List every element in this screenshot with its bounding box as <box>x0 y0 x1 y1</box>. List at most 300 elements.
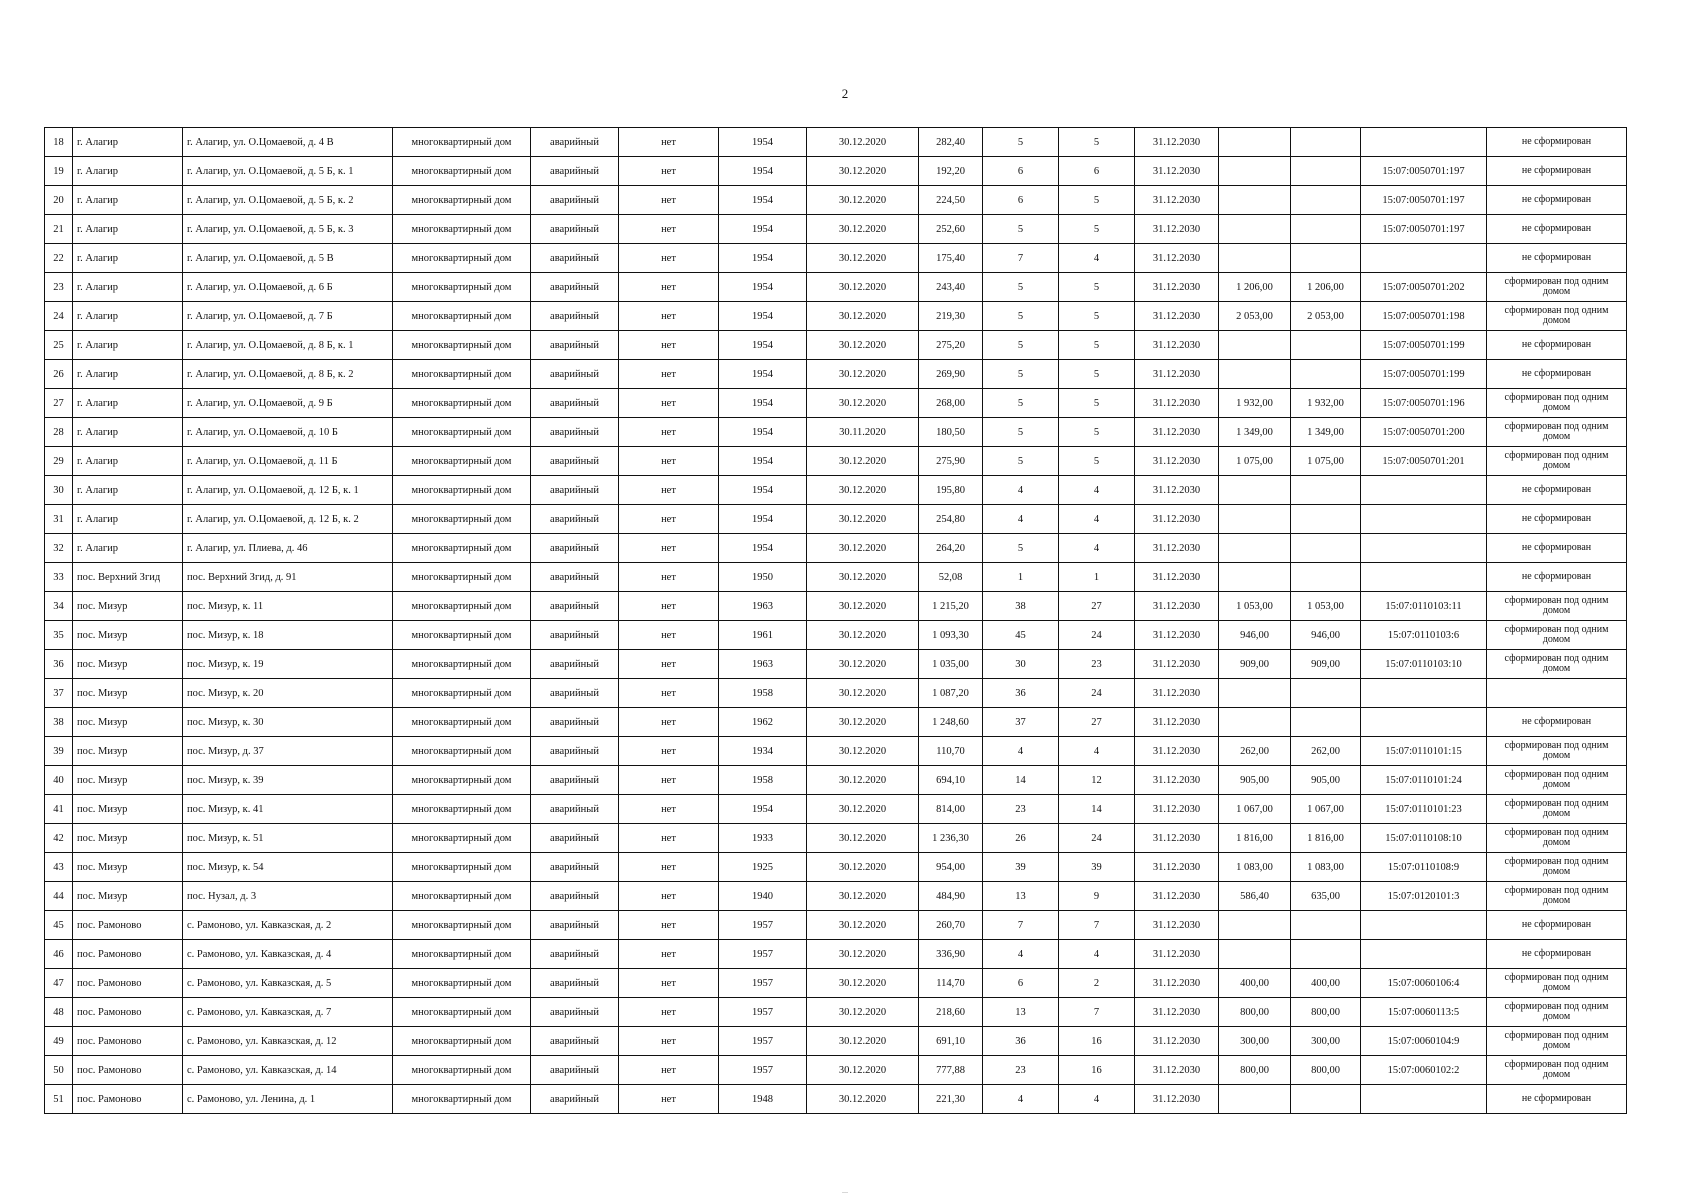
table-row <box>45 1085 1627 1114</box>
cell-relocation-deadline: 31.12.2030 <box>1135 389 1219 418</box>
cell-emergency-flag: нет <box>619 824 719 853</box>
cell-year-built: 1957 <box>719 940 807 969</box>
cell-year-built: 1957 <box>719 1027 807 1056</box>
cell-land-area <box>1219 534 1291 563</box>
cell-relocation-deadline: 31.12.2030 <box>1135 331 1219 360</box>
cell-land-status <box>1487 679 1627 708</box>
cell-land-status: сформирован под одним домом <box>1487 1027 1627 1056</box>
cell-apartments: 24 <box>1059 824 1135 853</box>
cell-recognition-date: 30.12.2020 <box>807 563 919 592</box>
cell-land-area-cadastral <box>1291 940 1361 969</box>
cell-condition: аварийный <box>531 592 619 621</box>
cell-land-area: 1 083,00 <box>1219 853 1291 882</box>
cell-land-area: 1 816,00 <box>1219 824 1291 853</box>
table-row <box>45 563 1627 592</box>
cell-recognition-date: 30.12.2020 <box>807 795 919 824</box>
cell-year-built: 1954 <box>719 795 807 824</box>
cell-emergency-flag: нет <box>619 621 719 650</box>
cell-residents: 6 <box>983 969 1059 998</box>
cell-apartments: 5 <box>1059 447 1135 476</box>
cell-emergency-flag: нет <box>619 1027 719 1056</box>
cell-area: 1 236,30 <box>919 824 983 853</box>
cell-settlement: пос. Мизур <box>73 737 183 766</box>
cell-emergency-flag: нет <box>619 592 719 621</box>
cell-condition: аварийный <box>531 882 619 911</box>
cell-building-type: многоквартирный дом <box>393 969 531 998</box>
cell-land-status: сформирован под одним домом <box>1487 592 1627 621</box>
cell-land-area-cadastral: 800,00 <box>1291 1056 1361 1085</box>
cell-cadastral-number: 15:07:0110103:10 <box>1361 650 1487 679</box>
cell-apartments: 24 <box>1059 679 1135 708</box>
table-row <box>45 1056 1627 1085</box>
page-number: 2 <box>841 86 849 101</box>
cell-land-area-cadastral <box>1291 505 1361 534</box>
cell-area: 1 215,20 <box>919 592 983 621</box>
cell-emergency-flag: нет <box>619 911 719 940</box>
cell-land-status: сформирован под одним домом <box>1487 1056 1627 1085</box>
cell-apartments: 12 <box>1059 766 1135 795</box>
cell-area: 180,50 <box>919 418 983 447</box>
cell-cadastral-number: 15:07:0050701:197 <box>1361 186 1487 215</box>
table-row <box>45 650 1627 679</box>
cell-residents: 37 <box>983 708 1059 737</box>
cell-settlement: пос. Рамоново <box>73 1085 183 1114</box>
table-row <box>45 244 1627 273</box>
cell-year-built: 1934 <box>719 737 807 766</box>
cell-building-type: многоквартирный дом <box>393 418 531 447</box>
cell-row-number: 35 <box>45 621 73 650</box>
cell-condition: аварийный <box>531 128 619 157</box>
cell-building-type: многоквартирный дом <box>393 940 531 969</box>
cell-recognition-date: 30.12.2020 <box>807 476 919 505</box>
cell-apartments: 27 <box>1059 708 1135 737</box>
cell-land-area-cadastral: 1 932,00 <box>1291 389 1361 418</box>
cell-emergency-flag: нет <box>619 215 719 244</box>
cell-relocation-deadline: 31.12.2030 <box>1135 273 1219 302</box>
cell-land-area-cadastral: 1 206,00 <box>1291 273 1361 302</box>
cell-emergency-flag: нет <box>619 534 719 563</box>
table-row <box>45 331 1627 360</box>
cell-cadastral-number <box>1361 940 1487 969</box>
cell-year-built: 1954 <box>719 447 807 476</box>
cell-building-type: многоквартирный дом <box>393 1056 531 1085</box>
cell-land-area <box>1219 331 1291 360</box>
table-row <box>45 128 1627 157</box>
cell-row-number: 49 <box>45 1027 73 1056</box>
cell-cadastral-number: 15:07:0110103:6 <box>1361 621 1487 650</box>
cell-relocation-deadline: 31.12.2030 <box>1135 882 1219 911</box>
cell-address: пос. Мизур, к. 19 <box>183 650 393 679</box>
cell-building-type: многоквартирный дом <box>393 592 531 621</box>
cell-row-number: 32 <box>45 534 73 563</box>
cell-building-type: многоквартирный дом <box>393 1027 531 1056</box>
cell-building-type: многоквартирный дом <box>393 563 531 592</box>
cell-residents: 26 <box>983 824 1059 853</box>
cell-land-status: не сформирован <box>1487 1085 1627 1114</box>
cell-relocation-deadline: 31.12.2030 <box>1135 1056 1219 1085</box>
cell-emergency-flag: нет <box>619 882 719 911</box>
table-row <box>45 273 1627 302</box>
cell-building-type: многоквартирный дом <box>393 650 531 679</box>
cell-emergency-flag: нет <box>619 998 719 1027</box>
cell-year-built: 1954 <box>719 476 807 505</box>
table-row <box>45 853 1627 882</box>
cell-land-area: 800,00 <box>1219 998 1291 1027</box>
cell-relocation-deadline: 31.12.2030 <box>1135 998 1219 1027</box>
cell-land-area: 1 067,00 <box>1219 795 1291 824</box>
cell-land-area-cadastral: 800,00 <box>1291 998 1361 1027</box>
cell-land-area-cadastral: 1 816,00 <box>1291 824 1361 853</box>
cell-land-area-cadastral <box>1291 534 1361 563</box>
table-row <box>45 505 1627 534</box>
cell-apartments: 5 <box>1059 186 1135 215</box>
cell-year-built: 1950 <box>719 563 807 592</box>
cell-area: 219,30 <box>919 302 983 331</box>
cell-residents: 36 <box>983 1027 1059 1056</box>
cell-land-area: 400,00 <box>1219 969 1291 998</box>
cell-land-status: сформирован под одним домом <box>1487 853 1627 882</box>
cell-area: 777,88 <box>919 1056 983 1085</box>
table-row <box>45 592 1627 621</box>
cell-recognition-date: 30.12.2020 <box>807 1085 919 1114</box>
footer-mark: ... <box>842 1186 848 1195</box>
cell-apartments: 5 <box>1059 128 1135 157</box>
cell-land-area <box>1219 128 1291 157</box>
cell-area: 218,60 <box>919 998 983 1027</box>
cell-recognition-date: 30.12.2020 <box>807 650 919 679</box>
cell-condition: аварийный <box>531 186 619 215</box>
cell-cadastral-number: 15:07:0050701:199 <box>1361 360 1487 389</box>
cell-land-area-cadastral <box>1291 360 1361 389</box>
cell-land-area-cadastral: 1 053,00 <box>1291 592 1361 621</box>
cell-recognition-date: 30.12.2020 <box>807 273 919 302</box>
cell-settlement: г. Алагир <box>73 157 183 186</box>
cell-settlement: г. Алагир <box>73 476 183 505</box>
cell-address: с. Рамоново, ул. Кавказская, д. 14 <box>183 1056 393 1085</box>
cell-land-area: 1 075,00 <box>1219 447 1291 476</box>
cell-residents: 39 <box>983 853 1059 882</box>
cell-cadastral-number: 15:07:0110101:24 <box>1361 766 1487 795</box>
cell-relocation-deadline: 31.12.2030 <box>1135 418 1219 447</box>
cell-row-number: 27 <box>45 389 73 418</box>
cell-address: г. Алагир, ул. О.Цомаевой, д. 11 Б <box>183 447 393 476</box>
table-row <box>45 447 1627 476</box>
cell-year-built: 1957 <box>719 998 807 1027</box>
cell-residents: 38 <box>983 592 1059 621</box>
cell-apartments: 4 <box>1059 476 1135 505</box>
cell-land-area-cadastral: 1 083,00 <box>1291 853 1361 882</box>
cell-cadastral-number: 15:07:0110108:10 <box>1361 824 1487 853</box>
cell-land-status: не сформирован <box>1487 534 1627 563</box>
cell-settlement: пос. Верхний Згид <box>73 563 183 592</box>
cell-address: пос. Верхний Згид, д. 91 <box>183 563 393 592</box>
cell-row-number: 28 <box>45 418 73 447</box>
cell-area: 1 248,60 <box>919 708 983 737</box>
table-row <box>45 911 1627 940</box>
table-row <box>45 824 1627 853</box>
cell-apartments: 39 <box>1059 853 1135 882</box>
cell-year-built: 1954 <box>719 505 807 534</box>
cell-land-status: сформирован под одним домом <box>1487 795 1627 824</box>
cell-area: 52,08 <box>919 563 983 592</box>
cell-recognition-date: 30.12.2020 <box>807 911 919 940</box>
cell-settlement: пос. Рамоново <box>73 911 183 940</box>
cell-building-type: многоквартирный дом <box>393 708 531 737</box>
cell-apartments: 14 <box>1059 795 1135 824</box>
cell-recognition-date: 30.12.2020 <box>807 766 919 795</box>
cell-cadastral-number <box>1361 1085 1487 1114</box>
cell-land-area <box>1219 505 1291 534</box>
table-row <box>45 1027 1627 1056</box>
cell-cadastral-number: 15:07:0110101:23 <box>1361 795 1487 824</box>
cell-apartments: 5 <box>1059 331 1135 360</box>
cell-year-built: 1961 <box>719 621 807 650</box>
cell-address: с. Рамоново, ул. Кавказская, д. 2 <box>183 911 393 940</box>
cell-apartments: 5 <box>1059 273 1135 302</box>
cell-recognition-date: 30.12.2020 <box>807 853 919 882</box>
cell-cadastral-number: 15:07:0050701:197 <box>1361 215 1487 244</box>
cell-area: 268,00 <box>919 389 983 418</box>
cell-residents: 5 <box>983 273 1059 302</box>
cell-land-status: не сформирован <box>1487 186 1627 215</box>
cell-address: г. Алагир, ул. О.Цомаевой, д. 5 Б, к. 3 <box>183 215 393 244</box>
cell-condition: аварийный <box>531 1027 619 1056</box>
cell-area: 1 087,20 <box>919 679 983 708</box>
cell-relocation-deadline: 31.12.2030 <box>1135 911 1219 940</box>
cell-land-area: 300,00 <box>1219 1027 1291 1056</box>
cell-address: пос. Мизур, к. 54 <box>183 853 393 882</box>
cell-settlement: пос. Рамоново <box>73 1056 183 1085</box>
cell-condition: аварийный <box>531 1056 619 1085</box>
cell-building-type: многоквартирный дом <box>393 1085 531 1114</box>
cell-settlement: г. Алагир <box>73 447 183 476</box>
cell-emergency-flag: нет <box>619 476 719 505</box>
cell-land-area <box>1219 360 1291 389</box>
cell-apartments: 4 <box>1059 940 1135 969</box>
cell-area: 260,70 <box>919 911 983 940</box>
cell-recognition-date: 30.12.2020 <box>807 331 919 360</box>
cell-land-status: сформирован под одним домом <box>1487 447 1627 476</box>
registry-body <box>45 128 1627 1114</box>
cell-land-status: сформирован под одним домом <box>1487 824 1627 853</box>
cell-address: пос. Мизур, д. 37 <box>183 737 393 766</box>
cell-land-area-cadastral: 946,00 <box>1291 621 1361 650</box>
cell-settlement: г. Алагир <box>73 331 183 360</box>
cell-settlement: пос. Рамоново <box>73 1027 183 1056</box>
cell-building-type: многоквартирный дом <box>393 157 531 186</box>
cell-building-type: многоквартирный дом <box>393 389 531 418</box>
cell-address: г. Алагир, ул. О.Цомаевой, д. 8 Б, к. 1 <box>183 331 393 360</box>
cell-emergency-flag: нет <box>619 1085 719 1114</box>
cell-land-area: 800,00 <box>1219 1056 1291 1085</box>
cell-settlement: г. Алагир <box>73 360 183 389</box>
cell-building-type: многоквартирный дом <box>393 766 531 795</box>
cell-building-type: многоквартирный дом <box>393 273 531 302</box>
cell-area: 275,20 <box>919 331 983 360</box>
cell-apartments: 5 <box>1059 360 1135 389</box>
cell-area: 192,20 <box>919 157 983 186</box>
cell-row-number: 33 <box>45 563 73 592</box>
cell-condition: аварийный <box>531 650 619 679</box>
cell-land-status: не сформирован <box>1487 940 1627 969</box>
cell-cadastral-number: 15:07:0110103:11 <box>1361 592 1487 621</box>
cell-apartments: 27 <box>1059 592 1135 621</box>
cell-settlement: пос. Мизур <box>73 882 183 911</box>
cell-emergency-flag: нет <box>619 331 719 360</box>
cell-condition: аварийный <box>531 853 619 882</box>
cell-emergency-flag: нет <box>619 157 719 186</box>
table-row <box>45 157 1627 186</box>
table-row <box>45 360 1627 389</box>
cell-address: г. Алагир, ул. О.Цомаевой, д. 9 Б <box>183 389 393 418</box>
cell-year-built: 1957 <box>719 969 807 998</box>
cell-cadastral-number <box>1361 128 1487 157</box>
cell-row-number: 41 <box>45 795 73 824</box>
cell-residents: 5 <box>983 331 1059 360</box>
cell-row-number: 29 <box>45 447 73 476</box>
cell-cadastral-number <box>1361 708 1487 737</box>
cell-settlement: пос. Рамоново <box>73 998 183 1027</box>
cell-land-area-cadastral <box>1291 128 1361 157</box>
cell-apartments: 5 <box>1059 418 1135 447</box>
cell-land-area-cadastral: 400,00 <box>1291 969 1361 998</box>
cell-condition: аварийный <box>531 708 619 737</box>
cell-settlement: г. Алагир <box>73 128 183 157</box>
cell-year-built: 1954 <box>719 418 807 447</box>
cell-building-type: многоквартирный дом <box>393 911 531 940</box>
cell-residents: 5 <box>983 447 1059 476</box>
cell-land-area <box>1219 1085 1291 1114</box>
cell-cadastral-number: 15:07:0050701:200 <box>1361 418 1487 447</box>
cell-building-type: многоквартирный дом <box>393 244 531 273</box>
cell-relocation-deadline: 31.12.2030 <box>1135 621 1219 650</box>
cell-residents: 14 <box>983 766 1059 795</box>
cell-condition: аварийный <box>531 244 619 273</box>
cell-condition: аварийный <box>531 824 619 853</box>
cell-settlement: пос. Мизур <box>73 795 183 824</box>
table-row <box>45 766 1627 795</box>
cell-area: 252,60 <box>919 215 983 244</box>
cell-land-area: 1 349,00 <box>1219 418 1291 447</box>
cell-relocation-deadline: 31.12.2030 <box>1135 969 1219 998</box>
cell-condition: аварийный <box>531 737 619 766</box>
cell-relocation-deadline: 31.12.2030 <box>1135 476 1219 505</box>
cell-building-type: многоквартирный дом <box>393 534 531 563</box>
cell-year-built: 1962 <box>719 708 807 737</box>
cell-row-number: 38 <box>45 708 73 737</box>
cell-relocation-deadline: 31.12.2030 <box>1135 186 1219 215</box>
cell-year-built: 1954 <box>719 186 807 215</box>
cell-year-built: 1954 <box>719 331 807 360</box>
cell-recognition-date: 30.12.2020 <box>807 360 919 389</box>
cell-cadastral-number: 15:07:0060113:5 <box>1361 998 1487 1027</box>
cell-row-number: 31 <box>45 505 73 534</box>
cell-land-area <box>1219 940 1291 969</box>
cell-settlement: пос. Мизур <box>73 592 183 621</box>
cell-land-status: не сформирован <box>1487 128 1627 157</box>
cell-address: г. Алагир, ул. О.Цомаевой, д. 4 В <box>183 128 393 157</box>
cell-area: 175,40 <box>919 244 983 273</box>
cell-recognition-date: 30.12.2020 <box>807 534 919 563</box>
cell-condition: аварийный <box>531 447 619 476</box>
cell-land-area <box>1219 215 1291 244</box>
cell-land-area-cadastral <box>1291 708 1361 737</box>
cell-apartments: 7 <box>1059 998 1135 1027</box>
cell-address: пос. Мизур, к. 30 <box>183 708 393 737</box>
cell-relocation-deadline: 31.12.2030 <box>1135 679 1219 708</box>
cell-settlement: пос. Рамоново <box>73 940 183 969</box>
cell-settlement: г. Алагир <box>73 534 183 563</box>
cell-land-area-cadastral: 262,00 <box>1291 737 1361 766</box>
cell-cadastral-number: 15:07:0110101:15 <box>1361 737 1487 766</box>
cell-land-area <box>1219 186 1291 215</box>
cell-relocation-deadline: 31.12.2030 <box>1135 824 1219 853</box>
cell-emergency-flag: нет <box>619 737 719 766</box>
cell-address: г. Алагир, ул. О.Цомаевой, д. 7 Б <box>183 302 393 331</box>
cell-cadastral-number: 15:07:0050701:201 <box>1361 447 1487 476</box>
cell-residents: 45 <box>983 621 1059 650</box>
cell-address: г. Алагир, ул. О.Цомаевой, д. 12 Б, к. 2 <box>183 505 393 534</box>
cell-relocation-deadline: 31.12.2030 <box>1135 592 1219 621</box>
cell-area: 269,90 <box>919 360 983 389</box>
cell-condition: аварийный <box>531 766 619 795</box>
cell-land-area <box>1219 679 1291 708</box>
cell-land-status: не сформирован <box>1487 505 1627 534</box>
cell-year-built: 1963 <box>719 650 807 679</box>
cell-row-number: 51 <box>45 1085 73 1114</box>
cell-land-status: сформирован под одним домом <box>1487 882 1627 911</box>
cell-relocation-deadline: 31.12.2030 <box>1135 766 1219 795</box>
cell-settlement: пос. Мизур <box>73 621 183 650</box>
cell-year-built: 1963 <box>719 592 807 621</box>
table-row <box>45 534 1627 563</box>
cell-land-area-cadastral <box>1291 563 1361 592</box>
cell-residents: 13 <box>983 998 1059 1027</box>
cell-land-status: сформирован под одним домом <box>1487 302 1627 331</box>
cell-relocation-deadline: 31.12.2030 <box>1135 157 1219 186</box>
cell-residents: 5 <box>983 360 1059 389</box>
cell-land-area-cadastral <box>1291 331 1361 360</box>
cell-area: 691,10 <box>919 1027 983 1056</box>
cell-building-type: многоквартирный дом <box>393 679 531 708</box>
cell-residents: 5 <box>983 215 1059 244</box>
cell-address: с. Рамоново, ул. Кавказская, д. 12 <box>183 1027 393 1056</box>
cell-address: с. Рамоново, ул. Ленина, д. 1 <box>183 1085 393 1114</box>
cell-land-status: не сформирован <box>1487 360 1627 389</box>
cell-row-number: 21 <box>45 215 73 244</box>
cell-area: 114,70 <box>919 969 983 998</box>
cell-recognition-date: 30.12.2020 <box>807 969 919 998</box>
cell-recognition-date: 30.12.2020 <box>807 128 919 157</box>
cell-settlement: г. Алагир <box>73 389 183 418</box>
cell-relocation-deadline: 31.12.2030 <box>1135 302 1219 331</box>
cell-cadastral-number: 15:07:0120101:3 <box>1361 882 1487 911</box>
cell-relocation-deadline: 31.12.2030 <box>1135 853 1219 882</box>
cell-condition: аварийный <box>531 534 619 563</box>
cell-land-area-cadastral: 300,00 <box>1291 1027 1361 1056</box>
cell-land-status: сформирован под одним домом <box>1487 998 1627 1027</box>
cell-land-area-cadastral: 909,00 <box>1291 650 1361 679</box>
cell-area: 1 035,00 <box>919 650 983 679</box>
cell-condition: аварийный <box>531 273 619 302</box>
cell-apartments: 4 <box>1059 534 1135 563</box>
cell-settlement: пос. Мизур <box>73 650 183 679</box>
cell-apartments: 4 <box>1059 244 1135 273</box>
table-row <box>45 940 1627 969</box>
cell-settlement: пос. Мизур <box>73 853 183 882</box>
cell-cadastral-number <box>1361 505 1487 534</box>
table-row <box>45 998 1627 1027</box>
